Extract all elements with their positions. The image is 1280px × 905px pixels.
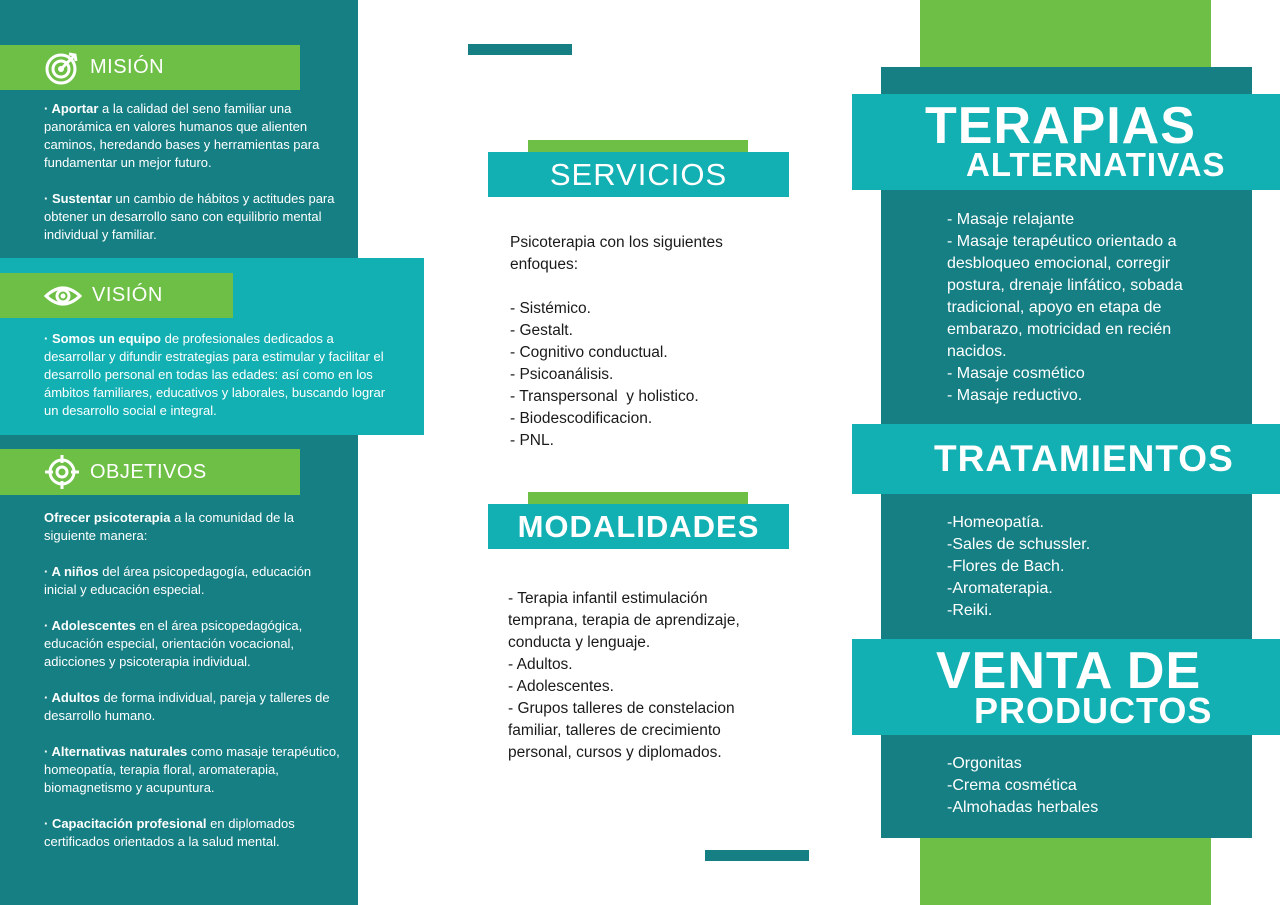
list-item: -Orgonitas <box>947 755 1022 772</box>
decor-bar-top <box>468 44 572 55</box>
decor-bar-bottom <box>705 850 809 861</box>
tratamientos-title: TRATAMIENTOS <box>934 438 1234 479</box>
list-item: - Psicoanálisis. <box>510 366 614 383</box>
terapias-header <box>852 94 1280 190</box>
objetivos-intro: Ofrecer psicoterapia a la comunidad de la siguiente manera: <box>44 510 295 543</box>
eye-icon <box>44 284 82 308</box>
modalidades-title: MODALIDADES <box>488 504 789 549</box>
tratamientos-header <box>852 424 1280 494</box>
servicios-intro: Psicoterapia con los siguientes enfoques: <box>510 234 723 273</box>
objetivos-item: · Capacitación profesional en diplomados certificados orientados a la salud mental. <box>44 816 295 849</box>
objetivos-header <box>0 449 300 495</box>
list-item: -Homeopatía. <box>947 514 1044 531</box>
list-item: -Reiki. <box>947 602 993 619</box>
list-item: -Aromaterapia. <box>947 580 1053 597</box>
mision-paragraph-2: · Sustentar un cambio de hábitos y actitudes para obtener un desarrollo sano con equilibrio mental individual y familiar. <box>44 191 335 242</box>
target-icon <box>44 50 80 86</box>
terapias-title-line1: TERAPIAS <box>925 97 1196 155</box>
venta-text <box>947 753 1227 819</box>
list-item: -Crema cosmética <box>947 777 1077 794</box>
objetivos-item: · Adolescentes en el área psicopedagógica, educación especial, orientación vocacional, adicciones y psicoterapia individual. <box>44 618 303 669</box>
vision-title: VISIÓN <box>92 284 163 306</box>
list-item: - Grupos talleres de constelacion familiar, talleres de crecimiento personal, cursos y diplomados. <box>508 700 735 761</box>
servicios-title: SERVICIOS <box>488 152 789 197</box>
servicios-text <box>510 232 770 452</box>
vision-text <box>44 330 394 420</box>
list-item: - Masaje reductivo. <box>947 387 1083 404</box>
terapias-title-line2: ALTERNATIVAS <box>966 146 1226 183</box>
mision-paragraph-1: · Aportar a la calidad del seno familiar una panorámica en valores humanos que alienten caminos, heredando bases y herramientas para fundamentar un mejor futuro. <box>44 101 320 170</box>
list-item: - Gestalt. <box>510 322 573 339</box>
venta-header <box>852 639 1280 735</box>
tratamientos-text <box>947 512 1227 622</box>
mision-header <box>0 45 300 90</box>
list-item: -Almohadas herbales <box>947 799 1099 816</box>
vision-header <box>0 273 233 318</box>
list-item: - Masaje relajante <box>947 211 1075 228</box>
list-item: - Transpersonal y holistico. <box>510 388 699 405</box>
list-item: - Masaje terapéutico orientado a desbloqueo emocional, corregir postura, drenaje linfático, sobada tradicional, apoyo en etapa de embarazo, motricidad en recién nacidos. <box>947 233 1183 360</box>
list-item: -Sales de schussler. <box>947 536 1091 553</box>
vision-paragraph: · Somos un equipo de profesionales dedicados a desarrollar y difundir estrategias para estimular y facilitar el desarrollo personal en todas las edades: así como en los ámbitos familiares, educativos y laborales, buscando lograr un desarrollo social e integral. <box>44 331 386 418</box>
list-item: - PNL. <box>510 432 554 449</box>
mision-text <box>44 100 344 262</box>
objetivos-title: OBJETIVOS <box>90 460 207 483</box>
mision-title: MISIÓN <box>90 56 165 78</box>
crosshair-icon <box>44 454 80 490</box>
objetivos-item: · A niños del área psicopedagogía, educación inicial y educación especial. <box>44 564 312 597</box>
list-item: - Sistémico. <box>510 300 591 317</box>
list-item: - Masaje cosmético <box>947 365 1085 382</box>
terapias-text <box>947 209 1227 407</box>
venta-title-line2: PRODUCTOS <box>974 690 1213 731</box>
list-item: -Flores de Bach. <box>947 558 1065 575</box>
list-item: - Adultos. <box>508 656 573 673</box>
list-item: - Terapia infantil estimulación temprana, terapia de aprendizaje, conducta y lenguaje. <box>508 590 740 651</box>
objetivos-item: · Adultos de forma individual, pareja y talleres de desarrollo humano. <box>44 690 330 723</box>
objetivos-text <box>44 509 344 869</box>
list-item: - Adolescentes. <box>508 678 614 695</box>
list-item: - Cognitivo conductual. <box>510 344 668 361</box>
venta-title-line1: VENTA DE <box>936 642 1202 700</box>
objetivos-item: · Alternativas naturales como masaje terapéutico, homeopatía, terapia floral, aromaterapia, biomagnetismo y acupuntura. <box>44 744 340 795</box>
modalidades-text <box>508 588 778 764</box>
list-item: - Biodescodificacion. <box>510 410 653 427</box>
